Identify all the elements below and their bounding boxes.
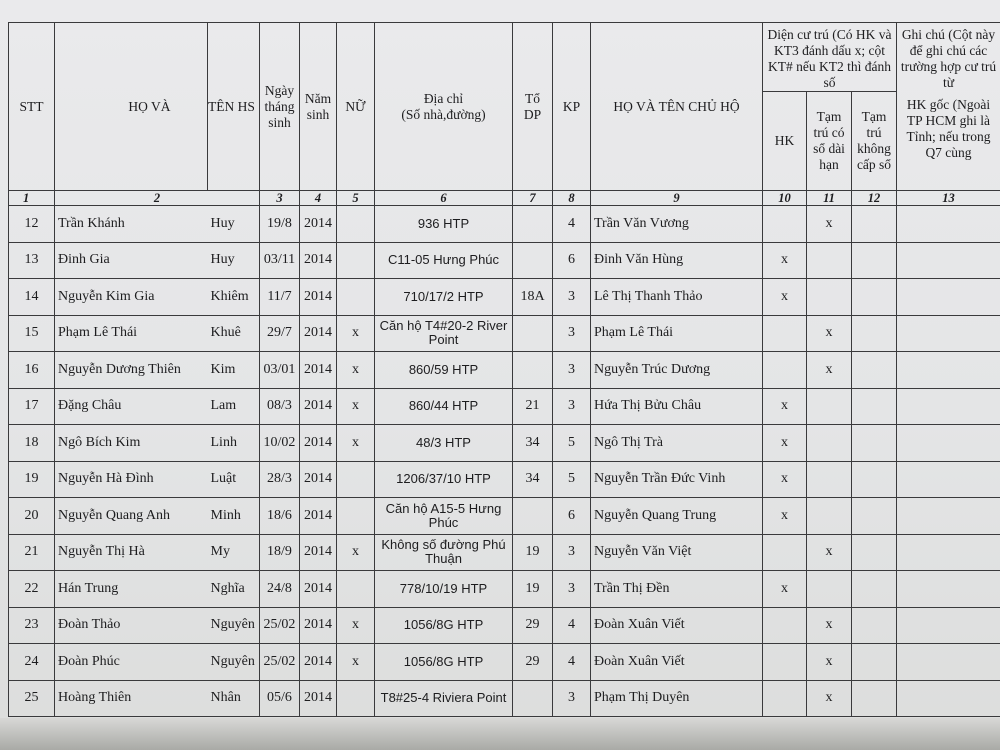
table-row (9, 425, 1000, 462)
row-hk: x (763, 461, 807, 498)
row-nu (337, 498, 375, 535)
row-ten: Huy (208, 242, 260, 279)
row-kp: 5 (553, 425, 591, 462)
row-nam-sinh: 2014 (300, 206, 337, 243)
row-hk: x (763, 279, 807, 316)
row-dia-chi: 1056/8G HTP (375, 607, 513, 644)
row-nu (337, 279, 375, 316)
row-to-dp: 21 (513, 388, 553, 425)
row-to-dp: 34 (513, 425, 553, 462)
row-hk (763, 644, 807, 681)
row-stt: 18 (9, 425, 55, 462)
row-nu: x (337, 352, 375, 389)
table-row (9, 461, 1000, 498)
column-number: 4 (300, 191, 337, 206)
row-to-dp: 29 (513, 644, 553, 681)
row-tam-tru-khong-so (852, 315, 897, 352)
row-tam-tru-dai-han: x (807, 315, 852, 352)
header-ghi-chu-sub: HK gốc (Ngoài TP HCM ghi là Tỉnh; nếu trong Q7 cùng (906, 97, 991, 160)
row-to-dp (513, 680, 553, 717)
row-ho-lot: Nguyễn Hà Đình (55, 461, 208, 498)
header-tam-tru-dai-han: Tạm trú có sổ dài hạn (807, 92, 852, 191)
row-ghi-chu (897, 680, 1000, 717)
row-chu-ho: Trần Thị Đền (591, 571, 763, 608)
row-to-dp: 19 (513, 571, 553, 608)
row-ngay-sinh: 11/7 (260, 279, 300, 316)
column-number: 1 (9, 191, 55, 206)
table-row (9, 534, 1000, 571)
row-kp: 3 (553, 352, 591, 389)
row-hk: x (763, 388, 807, 425)
row-ngay-sinh: 03/11 (260, 242, 300, 279)
row-chu-ho: Lê Thị Thanh Thảo (591, 279, 763, 316)
table-row (9, 571, 1000, 608)
row-nam-sinh: 2014 (300, 279, 337, 316)
table-row (9, 279, 1000, 316)
row-ghi-chu (897, 461, 1000, 498)
row-stt: 20 (9, 498, 55, 535)
column-number-row (9, 191, 1000, 206)
row-ten: Minh (208, 498, 260, 535)
row-stt: 17 (9, 388, 55, 425)
row-kp: 6 (553, 242, 591, 279)
row-ten: Nghĩa (208, 571, 260, 608)
row-chu-ho: Nguyễn Trúc Dương (591, 352, 763, 389)
row-nu (337, 242, 375, 279)
row-ho-lot: Hoàng Thiên (55, 680, 208, 717)
row-dia-chi: 48/3 HTP (375, 425, 513, 462)
row-tam-tru-khong-so (852, 607, 897, 644)
row-ten: Huy (208, 206, 260, 243)
row-ghi-chu (897, 388, 1000, 425)
row-tam-tru-khong-so (852, 534, 897, 571)
row-chu-ho: Đoàn Xuân Viết (591, 607, 763, 644)
row-ten: Khuê (208, 315, 260, 352)
table-row (9, 388, 1000, 425)
header-dia-chi (375, 23, 513, 191)
row-nam-sinh: 2014 (300, 315, 337, 352)
row-ho-lot: Hán Trung (55, 571, 208, 608)
row-tam-tru-dai-han (807, 279, 852, 316)
table-row (9, 352, 1000, 389)
row-hk (763, 315, 807, 352)
row-ten: Nguyên (208, 607, 260, 644)
header-ghi-chu-label: Ghi chú (Cột này để ghi chú các trường hợp cư trú từ (900, 27, 997, 90)
row-ho-lot: Nguyễn Dương Thiên (55, 352, 208, 389)
row-to-dp: 19 (513, 534, 553, 571)
table-row (9, 315, 1000, 352)
header-dien-cu-tru: Diện cư trú (Có HK và KT3 đánh dấu x; cột KT# nếu KT2 thì đánh số (763, 23, 897, 92)
row-nam-sinh: 2014 (300, 534, 337, 571)
row-ho-lot: Nguyễn Thị Hà (55, 534, 208, 571)
row-tam-tru-dai-han: x (807, 644, 852, 681)
row-stt: 21 (9, 534, 55, 571)
row-dia-chi: Không số đường Phú Thuận (375, 534, 513, 571)
row-dia-chi: T8#25-4 Riviera Point (375, 680, 513, 717)
row-ho-lot: Phạm Lê Thái (55, 315, 208, 352)
row-ghi-chu (897, 352, 1000, 389)
row-ten: Lam (208, 388, 260, 425)
row-hk (763, 534, 807, 571)
row-chu-ho: Phạm Lê Thái (591, 315, 763, 352)
row-tam-tru-dai-han (807, 388, 852, 425)
row-ngay-sinh: 19/8 (260, 206, 300, 243)
header-dia-chi-label: Địa chỉ (423, 90, 464, 106)
row-tam-tru-khong-so (852, 206, 897, 243)
row-ho-lot: Ngô Bích Kim (55, 425, 208, 462)
row-dia-chi: 710/17/2 HTP (375, 279, 513, 316)
row-kp: 6 (553, 498, 591, 535)
row-hk (763, 206, 807, 243)
row-nam-sinh: 2014 (300, 498, 337, 535)
row-ngay-sinh: 25/02 (260, 607, 300, 644)
row-chu-ho: Nguyễn Trần Đức Vinh (591, 461, 763, 498)
column-number: 9 (591, 191, 763, 206)
row-stt: 24 (9, 644, 55, 681)
row-kp: 3 (553, 680, 591, 717)
table-row (9, 206, 1000, 243)
column-number: 5 (337, 191, 375, 206)
header-dia-chi-sub: (Số nhà,đường) (401, 106, 486, 122)
row-chu-ho: Đinh Văn Hùng (591, 242, 763, 279)
column-number: 10 (763, 191, 807, 206)
row-nu: x (337, 425, 375, 462)
row-stt: 14 (9, 279, 55, 316)
row-tam-tru-dai-han (807, 571, 852, 608)
row-ghi-chu (897, 315, 1000, 352)
row-tam-tru-khong-so (852, 644, 897, 681)
row-nu: x (337, 644, 375, 681)
row-ngay-sinh: 24/8 (260, 571, 300, 608)
row-to-dp (513, 498, 553, 535)
row-tam-tru-dai-han (807, 498, 852, 535)
row-ngay-sinh: 25/02 (260, 644, 300, 681)
row-tam-tru-dai-han: x (807, 534, 852, 571)
row-nam-sinh: 2014 (300, 388, 337, 425)
row-stt: 13 (9, 242, 55, 279)
row-nu: x (337, 607, 375, 644)
row-ghi-chu (897, 571, 1000, 608)
row-nam-sinh: 2014 (300, 680, 337, 717)
column-number: 3 (260, 191, 300, 206)
row-ghi-chu (897, 498, 1000, 535)
row-dia-chi: 1206/37/10 HTP (375, 461, 513, 498)
row-hk: x (763, 571, 807, 608)
row-to-dp: 34 (513, 461, 553, 498)
student-residence-table (8, 22, 1000, 717)
row-hk (763, 352, 807, 389)
row-tam-tru-khong-so (852, 388, 897, 425)
row-ho-lot: Đoàn Phúc (55, 644, 208, 681)
column-number: 8 (553, 191, 591, 206)
header-kp: KP (553, 23, 591, 191)
row-tam-tru-dai-han (807, 242, 852, 279)
row-to-dp (513, 242, 553, 279)
row-nam-sinh: 2014 (300, 425, 337, 462)
row-ho-lot: Đinh Gia (55, 242, 208, 279)
row-stt: 22 (9, 571, 55, 608)
table-row (9, 242, 1000, 279)
row-tam-tru-khong-so (852, 680, 897, 717)
row-nu (337, 680, 375, 717)
column-number: 2 (55, 191, 260, 206)
row-to-dp: 29 (513, 607, 553, 644)
row-nu: x (337, 534, 375, 571)
table-row (9, 498, 1000, 535)
row-dia-chi: 860/44 HTP (375, 388, 513, 425)
row-kp: 3 (553, 534, 591, 571)
row-chu-ho: Hứa Thị Bửu Châu (591, 388, 763, 425)
row-nam-sinh: 2014 (300, 242, 337, 279)
row-ten: Nguyên (208, 644, 260, 681)
row-kp: 3 (553, 571, 591, 608)
row-kp: 5 (553, 461, 591, 498)
row-kp: 4 (553, 206, 591, 243)
row-dia-chi: 778/10/19 HTP (375, 571, 513, 608)
row-kp: 4 (553, 607, 591, 644)
row-nu: x (337, 315, 375, 352)
row-chu-ho: Nguyễn Văn Việt (591, 534, 763, 571)
row-hk: x (763, 425, 807, 462)
row-to-dp: 18A (513, 279, 553, 316)
header-ho-va: HỌ VÀ (55, 23, 208, 191)
row-stt: 15 (9, 315, 55, 352)
row-dia-chi: C11-05 Hưng Phúc (375, 242, 513, 279)
header-tam-tru-khong-so: Tạm trú không cấp sổ (852, 92, 897, 191)
row-dia-chi: Căn hộ T4#20-2 River Point (375, 315, 513, 352)
row-nu (337, 461, 375, 498)
header-hk: HK (763, 92, 807, 191)
row-ho-lot: Trần Khánh (55, 206, 208, 243)
row-nu (337, 571, 375, 608)
row-nu (337, 206, 375, 243)
row-nam-sinh: 2014 (300, 352, 337, 389)
row-ten: Linh (208, 425, 260, 462)
row-dia-chi: 860/59 HTP (375, 352, 513, 389)
row-stt: 16 (9, 352, 55, 389)
row-ngay-sinh: 18/6 (260, 498, 300, 535)
row-ngay-sinh: 18/9 (260, 534, 300, 571)
row-ngay-sinh: 29/7 (260, 315, 300, 352)
header-nam-sinh: Năm sinh (300, 23, 337, 191)
row-to-dp (513, 352, 553, 389)
row-tam-tru-dai-han: x (807, 352, 852, 389)
row-ho-lot: Đoàn Thảo (55, 607, 208, 644)
row-stt: 12 (9, 206, 55, 243)
row-ten: Luật (208, 461, 260, 498)
row-tam-tru-khong-so (852, 571, 897, 608)
row-hk (763, 607, 807, 644)
row-tam-tru-dai-han: x (807, 680, 852, 717)
row-to-dp (513, 315, 553, 352)
row-nam-sinh: 2014 (300, 571, 337, 608)
row-tam-tru-khong-so (852, 425, 897, 462)
header-ten-hs: TÊN HS (208, 23, 260, 191)
row-chu-ho: Phạm Thị Duyên (591, 680, 763, 717)
row-dia-chi: Căn hộ A15-5 Hưng Phúc (375, 498, 513, 535)
row-tam-tru-khong-so (852, 352, 897, 389)
row-ho-lot: Nguyễn Kim Gia (55, 279, 208, 316)
header-nu: NỮ (337, 23, 375, 191)
row-nam-sinh: 2014 (300, 607, 337, 644)
row-ngay-sinh: 05/6 (260, 680, 300, 717)
row-ghi-chu (897, 425, 1000, 462)
row-hk: x (763, 242, 807, 279)
row-ngay-sinh: 03/01 (260, 352, 300, 389)
row-tam-tru-khong-so (852, 279, 897, 316)
column-number: 11 (807, 191, 852, 206)
row-tam-tru-khong-so (852, 242, 897, 279)
row-tam-tru-khong-so (852, 461, 897, 498)
row-ten: Khiêm (208, 279, 260, 316)
row-dia-chi: 1056/8G HTP (375, 644, 513, 681)
table-row (9, 607, 1000, 644)
row-nam-sinh: 2014 (300, 461, 337, 498)
header-ngay-thang-sinh: Ngày tháng sinh (260, 23, 300, 191)
row-ghi-chu (897, 242, 1000, 279)
row-ten: Kim (208, 352, 260, 389)
row-ghi-chu (897, 534, 1000, 571)
row-to-dp (513, 206, 553, 243)
table-row (9, 644, 1000, 681)
column-number: 6 (375, 191, 513, 206)
row-kp: 3 (553, 315, 591, 352)
column-number: 7 (513, 191, 553, 206)
row-tam-tru-dai-han (807, 425, 852, 462)
row-kp: 3 (553, 279, 591, 316)
row-tam-tru-khong-so (852, 498, 897, 535)
header-ghi-chu (897, 23, 1000, 191)
row-chu-ho: Đoàn Xuân Viết (591, 644, 763, 681)
row-ngay-sinh: 10/02 (260, 425, 300, 462)
row-nu: x (337, 388, 375, 425)
row-ghi-chu (897, 279, 1000, 316)
row-tam-tru-dai-han (807, 461, 852, 498)
row-ho-lot: Đặng Châu (55, 388, 208, 425)
row-kp: 3 (553, 388, 591, 425)
row-chu-ho: Ngô Thị Trà (591, 425, 763, 462)
row-ten: My (208, 534, 260, 571)
row-ghi-chu (897, 206, 1000, 243)
row-kp: 4 (553, 644, 591, 681)
row-ten: Nhân (208, 680, 260, 717)
header-to-dp: Tổ DP (513, 23, 553, 191)
row-hk (763, 680, 807, 717)
row-stt: 19 (9, 461, 55, 498)
row-ngay-sinh: 28/3 (260, 461, 300, 498)
column-number: 12 (852, 191, 897, 206)
row-tam-tru-dai-han: x (807, 607, 852, 644)
table-row (9, 680, 1000, 717)
row-stt: 25 (9, 680, 55, 717)
column-number: 13 (897, 191, 1000, 206)
row-tam-tru-dai-han: x (807, 206, 852, 243)
row-dia-chi: 936 HTP (375, 206, 513, 243)
header-stt: STT (9, 23, 55, 191)
row-nam-sinh: 2014 (300, 644, 337, 681)
row-hk: x (763, 498, 807, 535)
row-ghi-chu (897, 607, 1000, 644)
row-chu-ho: Trần Văn Vương (591, 206, 763, 243)
row-chu-ho: Nguyễn Quang Trung (591, 498, 763, 535)
row-stt: 23 (9, 607, 55, 644)
header-chu-ho: HỌ VÀ TÊN CHỦ HỘ (591, 23, 763, 191)
row-ghi-chu (897, 644, 1000, 681)
row-ho-lot: Nguyễn Quang Anh (55, 498, 208, 535)
row-ngay-sinh: 08/3 (260, 388, 300, 425)
